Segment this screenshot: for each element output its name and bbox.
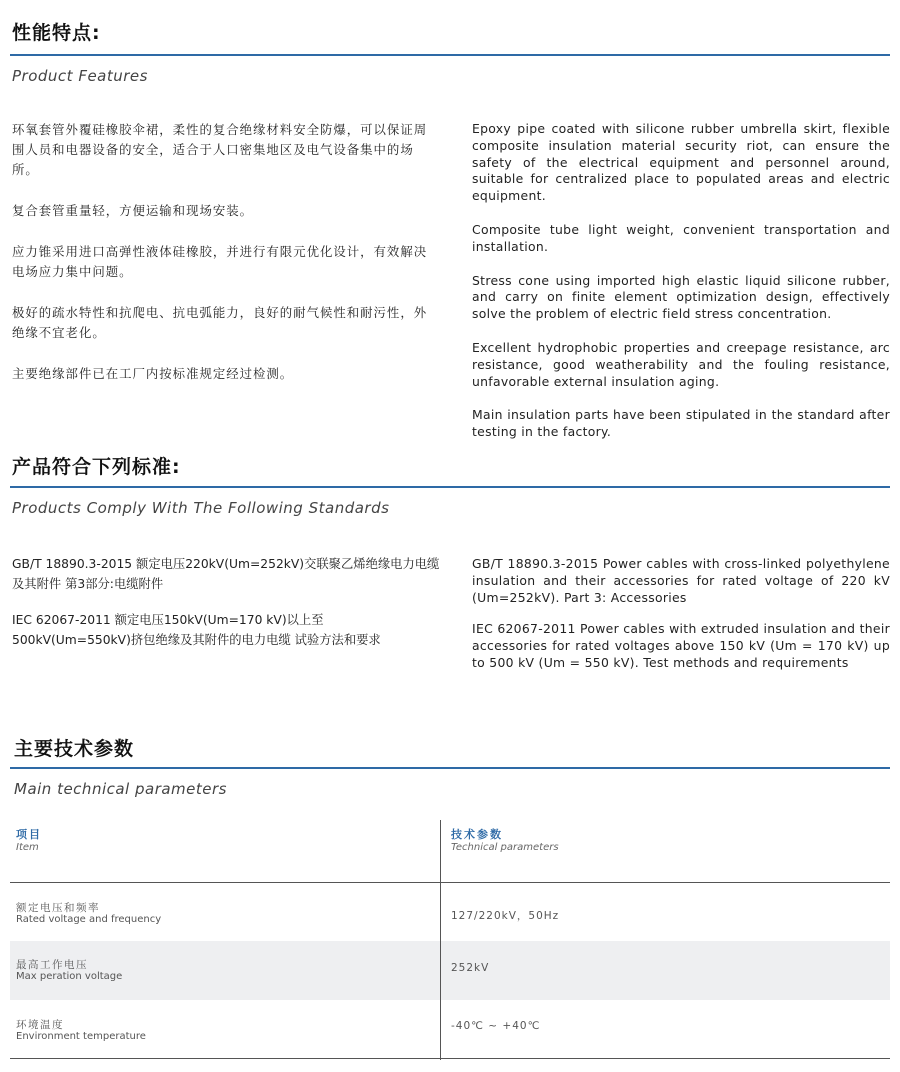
params-divider	[10, 767, 890, 769]
params-title-cn: 主要技术参数	[14, 738, 135, 760]
row-item-en: Max peration voltage	[16, 971, 123, 982]
features-en-paragraph: Epoxy pipe coated with silicone rubber umbrella skirt, flexible composite insulation material security riot, can ensure the safety of the electrical equipment and personnel around, suitable for centralized place to populated areas and electric equipment.	[472, 121, 890, 204]
features-title-en: Product Features	[12, 67, 148, 85]
standards-divider	[10, 486, 890, 488]
params-table-header	[10, 820, 890, 882]
features-title-cn: 性能特点:	[12, 22, 101, 44]
row-item-cn: 环境温度	[16, 1019, 64, 1031]
features-en-paragraph: Main insulation parts have been stipulated in the standard after testing in the factory.	[472, 407, 890, 440]
standard-en-item: GB/T 18890.3-2015 Power cables with cross-linked polyethylene insulation and their accessories for rated voltage of 220 kV (Um=252kV). Part 3: Accessories	[472, 556, 890, 605]
table-column-divider	[440, 820, 441, 1060]
standard-cn-item: IEC 62067-2011 额定电压150kV(Um=170 kV)以上至500kV(Um=550kV)挤包绝缘及其附件的电力电缆 试验方法和要求	[12, 613, 381, 647]
row-item-en: Environment temperature	[16, 1031, 146, 1042]
table-row	[10, 882, 890, 941]
row-value: 127/220kV，50Hz	[451, 910, 560, 922]
row-value: 252kV	[451, 962, 490, 974]
header-param-en: Technical parameters	[451, 842, 559, 853]
standards-en-column	[472, 556, 890, 672]
row-item-cn: 最高工作电压	[16, 959, 88, 971]
features-en-paragraph: Excellent hydrophobic properties and creepage resistance, arc resistance, good weatherability and the fouling resistance, unfavorable external insulation aging.	[472, 339, 890, 389]
standards-cn-column	[12, 554, 442, 650]
features-en-paragraph: Composite tube light weight, convenient transportation and installation.	[472, 221, 890, 254]
table-row	[10, 1000, 890, 1059]
features-en-column	[472, 121, 890, 441]
params-table	[10, 820, 890, 1060]
features-en-paragraph: Stress cone using imported high elastic liquid silicone rubber, and carry on finite element optimization design, effectively solve the problem of electric field stress concentration.	[472, 272, 890, 322]
features-cn-paragraph: 主要绝缘部件已在工厂内按标准规定经过检测。	[12, 366, 294, 381]
header-item-en: Item	[16, 842, 39, 853]
row-item-en: Rated voltage and frequency	[16, 914, 162, 925]
features-cn-paragraph: 应力锥采用进口高弹性液体硅橡胶，并进行有限元优化设计，有效解决电场应力集中问题。	[12, 244, 428, 279]
row-value: -40℃ ~ +40℃	[451, 1020, 541, 1032]
features-cn-paragraph: 复合套管重量轻，方便运输和现场安装。	[12, 203, 254, 218]
header-item-cn: 项目	[16, 828, 42, 841]
features-divider	[10, 54, 890, 56]
table-row	[10, 941, 890, 1000]
standards-title-en: Products Comply With The Following Standards	[12, 499, 390, 517]
standard-en-item: IEC 62067-2011 Power cables with extruded insulation and their accessories for rated voltages above 150 kV (Um = 170 kV) up to 500 kV (Um = 550 kV). Test methods and requirements	[472, 621, 890, 670]
features-cn-paragraph: 极好的疏水特性和抗爬电、抗电弧能力，良好的耐气候性和耐污性，外绝缘不宜老化。	[12, 305, 428, 340]
standards-title-cn: 产品符合下列标准:	[12, 456, 181, 478]
features-cn-paragraph: 环氧套管外覆硅橡胶伞裙，柔性的复合绝缘材料安全防爆，可以保证周围人员和电器设备的安全，适合于人口密集地区及电气设备集中的场所。	[12, 122, 428, 177]
row-item-cn: 额定电压和频率	[16, 902, 100, 914]
features-cn-column	[12, 120, 437, 384]
table-header-divider	[10, 882, 890, 883]
table-bottom-border	[10, 1058, 890, 1059]
standard-cn-item: GB/T 18890.3-2015 额定电压220kV(Um=252kV)交联聚乙烯绝缘电力电缆及其附件 第3部分:电缆附件	[12, 557, 440, 591]
header-param-cn: 技术参数	[451, 828, 503, 841]
params-title-en: Main technical parameters	[14, 780, 227, 798]
